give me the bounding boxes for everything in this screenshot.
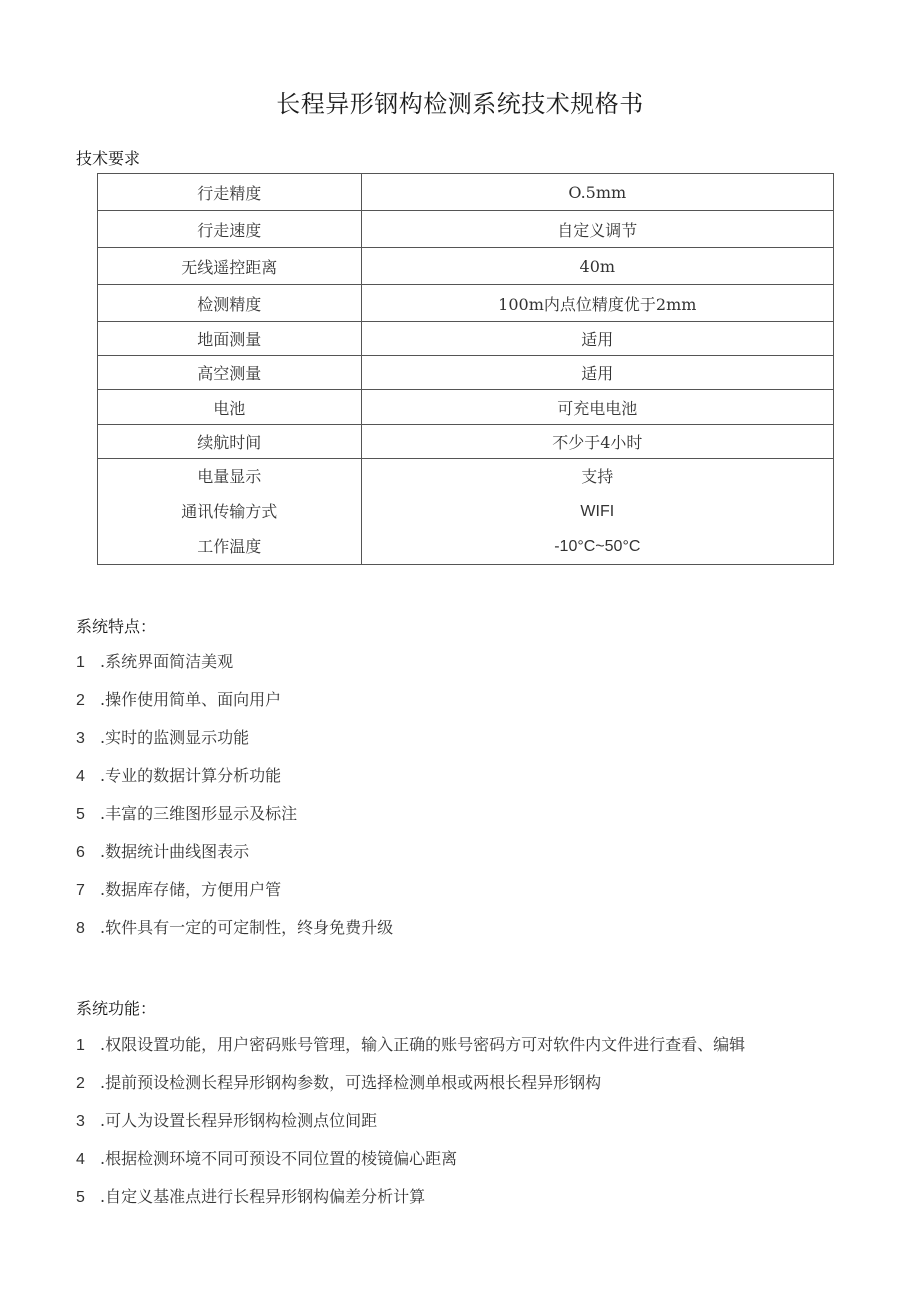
list-item-number: 3 bbox=[76, 1113, 85, 1130]
table-row-merged bbox=[98, 459, 834, 565]
spec-label: 地面测量 bbox=[98, 322, 362, 356]
list-item-text: .软件具有一定的可定制性，终身免费升级 bbox=[100, 918, 394, 937]
spec-label: 行走速度 bbox=[98, 211, 362, 248]
technical-requirements-heading: 技术要求 bbox=[76, 151, 141, 168]
spec-label: 检测精度 bbox=[98, 285, 362, 322]
list-item bbox=[76, 1102, 745, 1140]
list-item bbox=[76, 1064, 745, 1102]
list-item-number: 2 bbox=[76, 692, 85, 709]
list-item-number: 5 bbox=[76, 806, 85, 823]
list-item-number: 4 bbox=[76, 1151, 85, 1168]
spec-value: -10°C~50°C bbox=[554, 538, 641, 555]
spec-value: WIFI bbox=[580, 503, 615, 520]
spec-label: 电池 bbox=[98, 390, 362, 425]
list-item bbox=[76, 1140, 745, 1178]
list-item-number: 7 bbox=[76, 882, 85, 899]
table-row bbox=[98, 356, 834, 390]
list-item-text: .根据检测环境不同可预设不同位置的棱镜偏心距离 bbox=[100, 1149, 458, 1168]
list-item bbox=[76, 643, 393, 681]
spec-value: 适用 bbox=[361, 356, 833, 390]
list-item-text: .系统界面简洁美观 bbox=[100, 652, 234, 671]
spec-value-group bbox=[361, 459, 833, 565]
list-item bbox=[76, 871, 393, 909]
list-item-number: 6 bbox=[76, 844, 85, 861]
system-functions-list bbox=[76, 1026, 745, 1216]
list-item-text: .数据统计曲线图表示 bbox=[100, 842, 250, 861]
spec-value: 100m内点位精度优于2mm bbox=[361, 285, 833, 322]
table-row bbox=[98, 285, 834, 322]
spec-label: 续航时间 bbox=[98, 425, 362, 459]
spec-value: 40m bbox=[361, 248, 833, 285]
list-item-number: 2 bbox=[76, 1075, 85, 1092]
list-item-number: 5 bbox=[76, 1189, 85, 1206]
list-item-text: .权限设置功能，用户密码账号管理，输入正确的账号密码方可对软件内文件进行查看、编辑 bbox=[100, 1035, 746, 1054]
spec-value: 自定义调节 bbox=[361, 211, 833, 248]
list-item bbox=[76, 757, 393, 795]
table-row bbox=[98, 425, 834, 459]
spec-label: 工作温度 bbox=[197, 537, 262, 556]
system-features-heading: 系统特点： bbox=[76, 619, 157, 636]
table-row bbox=[98, 174, 834, 211]
list-item-text: .自定义基准点进行长程异形钢构偏差分析计算 bbox=[100, 1187, 426, 1206]
list-item-number: 8 bbox=[76, 920, 85, 937]
table-row bbox=[98, 248, 834, 285]
list-item-text: .实时的监测显示功能 bbox=[100, 728, 250, 747]
list-item bbox=[76, 795, 393, 833]
spec-label: 电量显示 bbox=[197, 467, 262, 486]
table-row bbox=[98, 322, 834, 356]
spec-value: 适用 bbox=[361, 322, 833, 356]
list-item bbox=[76, 719, 393, 757]
list-item-number: 1 bbox=[76, 1037, 85, 1054]
list-item-text: .丰富的三维图形显示及标注 bbox=[100, 804, 298, 823]
list-item bbox=[76, 833, 393, 871]
spec-label-group bbox=[98, 459, 362, 565]
list-item-number: 4 bbox=[76, 768, 85, 785]
document-title: 长程异形钢构检测系统技术规格书 bbox=[276, 90, 644, 118]
list-item-text: .可人为设置长程异形钢构检测点位间距 bbox=[100, 1111, 378, 1130]
list-item-text: .操作使用简单、面向用户 bbox=[100, 690, 282, 709]
list-item-text: .数据库存储，方便用户管 bbox=[100, 880, 282, 899]
specifications-table bbox=[97, 173, 834, 565]
table-row bbox=[98, 211, 834, 248]
list-item-number: 3 bbox=[76, 730, 85, 747]
list-item bbox=[76, 1026, 745, 1064]
list-item-text: .专业的数据计算分析功能 bbox=[100, 766, 282, 785]
list-item bbox=[76, 681, 393, 719]
list-item-number: 1 bbox=[76, 654, 85, 671]
spec-label: 高空测量 bbox=[98, 356, 362, 390]
list-item bbox=[76, 909, 393, 947]
spec-label: 无线遥控距离 bbox=[98, 248, 362, 285]
system-features-list bbox=[76, 643, 393, 947]
spec-value: 支持 bbox=[581, 467, 614, 486]
list-item bbox=[76, 1178, 745, 1216]
spec-label: 行走精度 bbox=[98, 174, 362, 211]
spec-value: O.5mm bbox=[361, 174, 833, 211]
table-row bbox=[98, 390, 834, 425]
list-item-text: .提前预设检测长程异形钢构参数，可选择检测单根或两根长程异形钢构 bbox=[100, 1073, 602, 1092]
spec-label: 通讯传输方式 bbox=[181, 502, 278, 521]
spec-value: 可充电电池 bbox=[361, 390, 833, 425]
system-functions-heading: 系统功能： bbox=[76, 1001, 157, 1018]
spec-value: 不少于4小时 bbox=[361, 425, 833, 459]
